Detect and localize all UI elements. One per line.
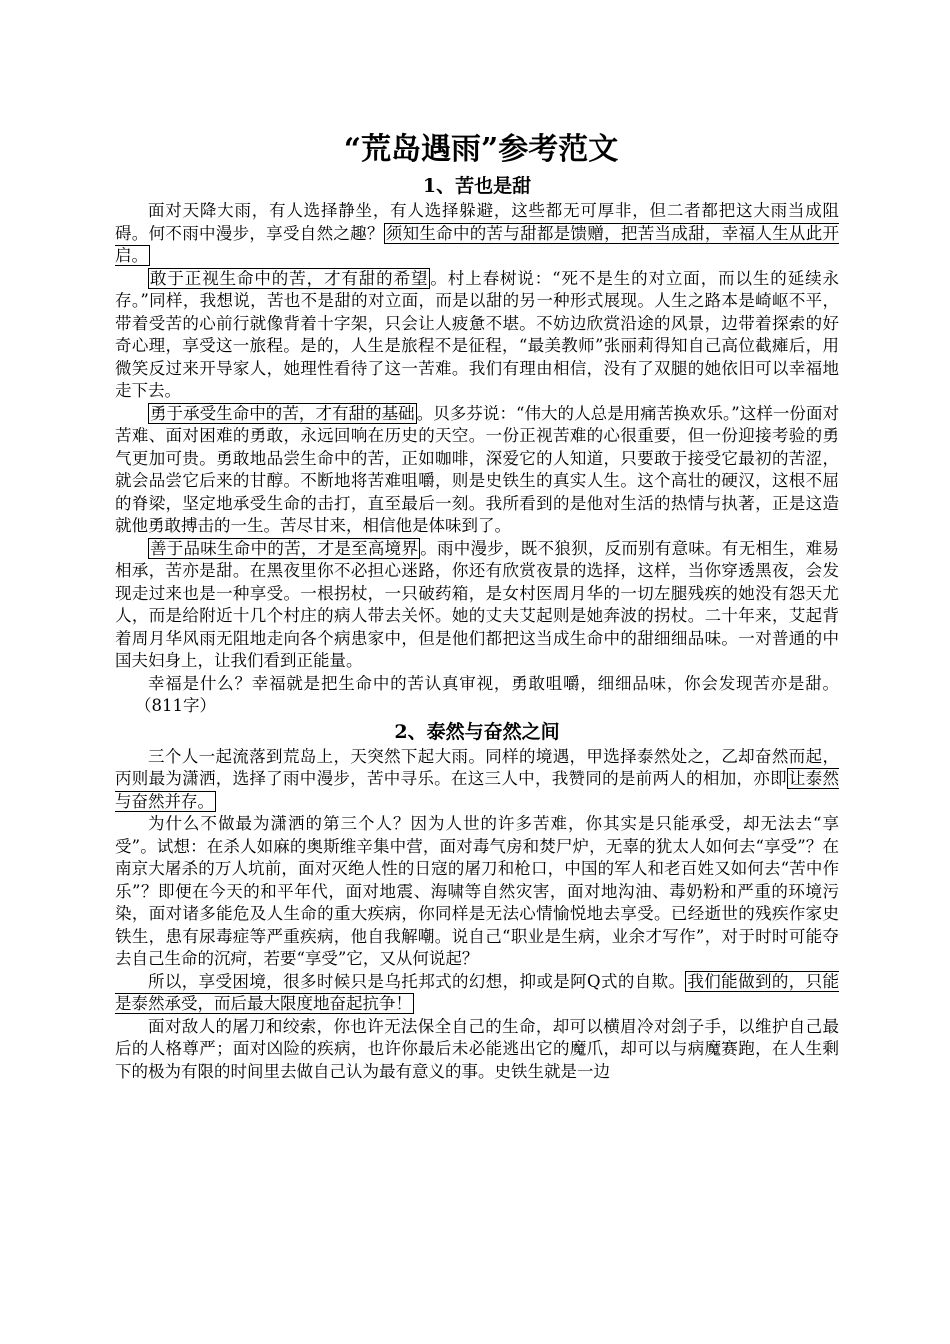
essay-2-p4-text: 面对敌人的屠刀和绞索，你也许无法保全自己的生命，却可以横眉冷对刽子手，以维护自己最后的人格尊严；面对凶险的疾病，也许你最后未必能逃出它的魔爪，却可以与病魔赛跑，在人生剩下的极为有限的时间里去做自己认为最有意义的事。史铁生就是一边 <box>115 1016 839 1081</box>
essay-1-p2-text: 。村上春树说：“死不是生的对立面，而以生的延续永存。”同样，我想说，苦也不是甜的对立面，而是以甜的另一种形式展现。人生之路本是崎岖不平，带着受苦的心前行就像背着十字架，只会让人疲惫不堪。不妨边欣赏沿途的风景，边带着探索的好奇心理，享受这一旅程。是的，人生是旅程不是征程，“最美教师”张丽莉得知自己高位截瘫后，用微笑反过来开导家人，她理性看待了这一苦难。我们有理由相信，没有了双腿的她依旧可以幸福地走下去。 <box>115 268 840 400</box>
essay-2-paragraph-1 <box>115 746 839 814</box>
essay-1-paragraph-1 <box>115 200 839 268</box>
essay-2-p2-text: 为什么不做最为潇洒的第三个人？因为人世的许多苦难，你其实是只能承受，却无法去“享受”。试想：在杀人如麻的奥斯维辛集中营，面对毒气房和焚尸炉，无辜的犹太人如何去“享受”？在南京大屠杀的万人坑前，面对灭绝人性的日寇的屠刀和枪口，中国的军人和老百姓又如何去“苦中作乐”？即便在今天的和平年代，面对地震、海啸等自然灾害，面对地沟油、毒奶粉和严重的环境污染，面对诸多能危及人生命的重大疾病，你同样是无法心情愉悦地去享受。已经逝世的残疾作家史铁生，患有尿毒症等严重疾病，他自我解嘲。说自己“职业是生病，业余才写作”，对于时时可能夺去自己生命的沉疴，若要“享受”它，又从何说起？ <box>115 814 839 968</box>
essay-1-p5-text: 幸福是什么？幸福就是把生命中的苦认真审视，勇敢咀嚼，细细品味，你会发现苦亦是甜。 <box>148 673 839 693</box>
essay-1-p1-boxed-thesis: 须知生命中的苦与甜都是馈赠，把苦当成甜，幸福人生从此开启。 <box>115 223 840 265</box>
essay-1-word-count: （811字） <box>135 696 216 715</box>
essay-2-p3-text: 所以，享受困境，很多时候只是乌托邦式的幻想，抑或是阿Q式的自欺。 <box>148 971 686 991</box>
essay-1-heading: 1、苦也是甜 <box>422 175 532 197</box>
essay-2-p3-boxed-point: 我们能做到的，只能是泰然承受，而后最大限度地奋起抗争！ <box>115 971 839 1013</box>
essay-1-p3-boxed-point: 勇于承受生命中的苦，才有甜的基础 <box>150 403 415 423</box>
essay-1-p1-text: 面对天降大雨，有人选择静坐，有人选择躲避，这些都无可厚非，但二者都把这大雨当成阻碍。何不雨中漫步，享受自然之趣？ <box>115 201 839 243</box>
essay-1-paragraph-4 <box>115 538 839 673</box>
essay-1-p2-boxed-point: 敢于正视生命中的苦，才有甜的希望 <box>150 268 429 288</box>
essay-1-paragraph-5 <box>115 673 839 718</box>
essay-2-p1-boxed-thesis: 让泰然与奋然并存。 <box>115 769 840 811</box>
essay-1-p3-text: 。贝多芬说：“伟大的人总是用痛苦换欢乐。”这样一份面对苦难、面对困难的勇敢，永远回响在历史的天空。一份正视苦难的心很重要，但一份迎接考验的勇气更加可贵。勇敢地品尝生命中的苦，正如咖啡，深爱它的人知道，只要敢于接受它最初的苦涩，就会品尝它后来的甘醇。不断地将苦难咀嚼，则是史铁生的真实人生。这个高壮的硬汉，这根不屈的脊梁，坚定地承受生命的击打，直至最后一刻。我所看到的是他对生活的热情与执著，正是这造就他勇敢搏击的一生。苦尽甘来，相信他是体味到了。 <box>115 403 840 535</box>
document-page <box>115 128 839 1083</box>
essay-2-heading: 2、泰然与奋然之间 <box>394 720 560 743</box>
essay-1-p4-boxed-point: 善于品味生命中的苦，才是至高境界 <box>150 538 419 558</box>
essay-2-paragraph-3 <box>115 971 839 1016</box>
essay-1-paragraph-2 <box>115 268 839 403</box>
essay-2-paragraph-2 <box>115 813 839 971</box>
essay-1-paragraph-3 <box>115 403 839 538</box>
essay-2-paragraph-4 <box>115 1016 839 1084</box>
document-title: “荒岛遇雨”参考范文 <box>343 132 619 167</box>
essay-1-p4-text: 。雨中漫步，既不狼狈，反而别有意味。有无相生，难易相承，苦亦是甜。在黑夜里你不必担心迷路，你还有欣赏夜景的选择，这样，当你穿透黑夜，会发现走过来也是一种享受。一根拐杖，一只破药箱，是女村医周月华的一切左腿残疾的她没有怨天尤人，而是给附近十几个村庄的病人带去关怀。她的丈夫艾起则是她奔波的拐杖。二十年来，艾起背着周月华风雨无阻地走向各个病患家中，但是他们都把这当成生命中的甜细细品味。一对普通的中国夫妇身上，让我们看到正能量。 <box>115 538 840 670</box>
essay-2-p1-text: 三个人一起流落到荒岛上，天突然下起大雨。同样的境遇，甲选择泰然处之，乙却奋然而起，丙则最为潇洒，选择了雨中漫步，苦中寻乐。在这三人中，我赞同的是前两人的相加，亦即 <box>115 746 839 788</box>
